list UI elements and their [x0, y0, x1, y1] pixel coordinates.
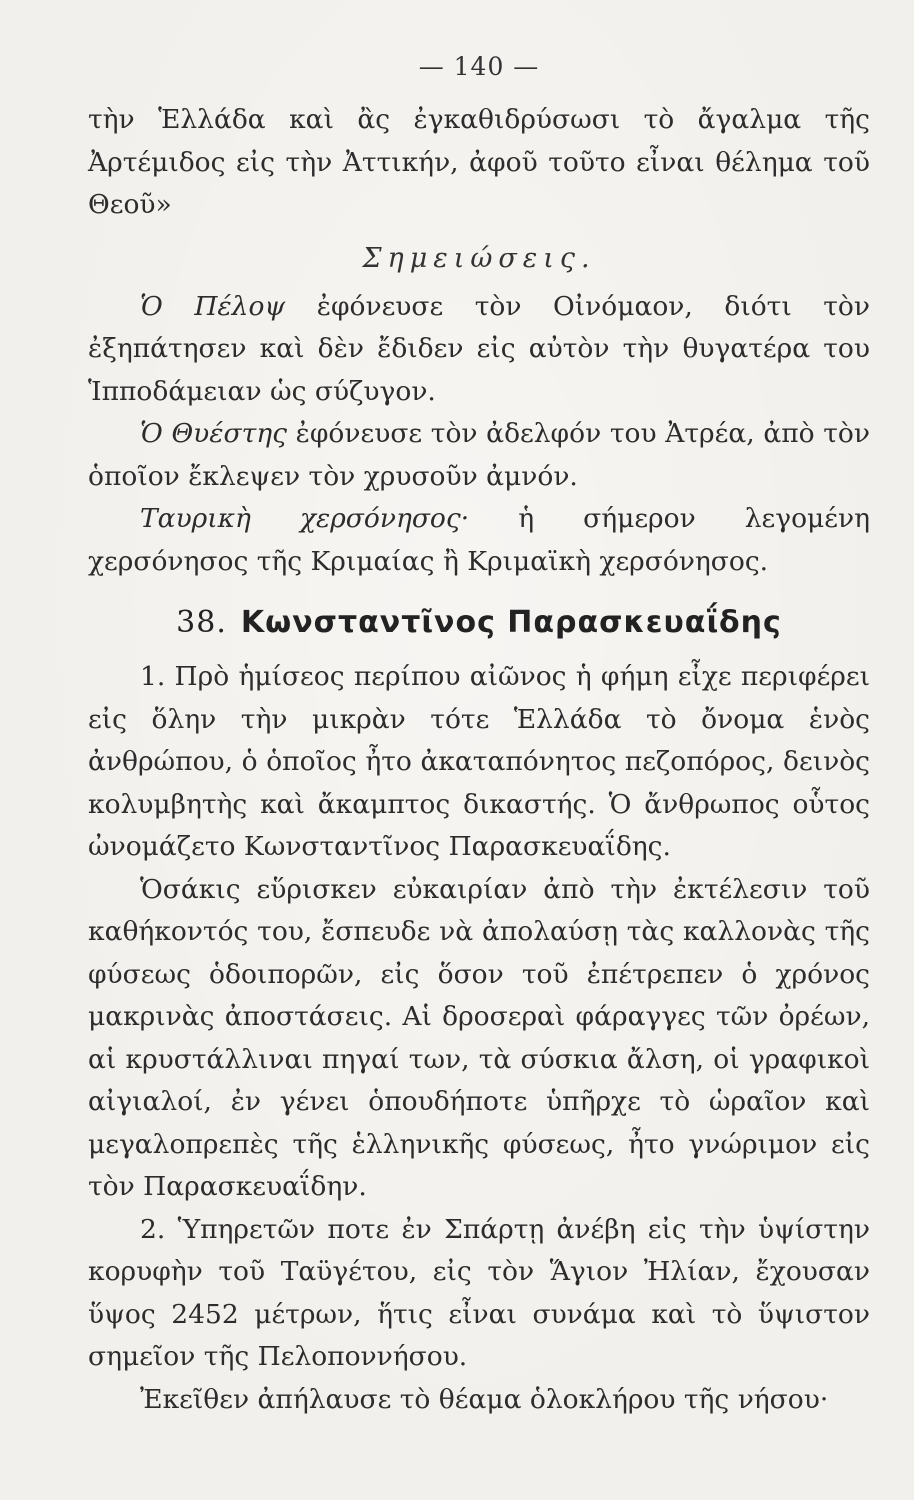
chapter-title: Κωνσταντῖνος Παρασκευαΐδης — [240, 605, 782, 640]
note-thyestes — [88, 413, 870, 498]
body-paragraph: Ἐκεῖθεν ἀπήλαυσε τὸ θέαμα ὁλοκλήρου τῆς νήσου· — [140, 1383, 829, 1415]
body-paragraph: 2. Ὑπηρετῶν ποτε ἐν Σπάρτῃ ἀνέβη εἰς τὴν ὑψίστην κορυφὴν τοῦ Ταϋγέτου, εἰς τὸν Ἅγιον Ἠλίαν, ἔχουσαν ὕψος 2452 μέτρων, ἥτις εἶναι συνάμα καὶ τὸ ὕψιστον σημεῖον τῆς Πελοποννήσου. — [88, 1213, 870, 1372]
body-paragraph: 1. Πρὸ ἡμίσεος περίπου αἰῶνος ἡ φήμη εἶχε περιφέρει εἰς ὅλην τὴν μικρὰν τότε Ἑλλάδα τὸ ὄνομα ἑνὸς ἀνθρώπου, ὁ ὁποῖος ἦτο ἀκαταπόνητος πεζοπόρος, δεινὸς κολυμβητὴς καὶ ἄκαμπτος δικαστής. Ὁ ἄνθρωπος οὗτος ὠνομάζετο Κωνσταντῖνος Παρασκευαΐδης. — [88, 661, 870, 862]
note-term: Ὁ Θυέστης — [140, 418, 287, 449]
chapter-number: 38. — [176, 605, 227, 640]
note-term: Ταυρικὴ χερσόνησος· — [140, 503, 470, 534]
chapter-heading — [88, 605, 870, 640]
note-text: ἡ σήμερον λεγομένη χερσόνησος τῆς Κριμαίας ἢ Κριμαϊκὴ χερσόνησος. — [88, 503, 870, 577]
body-paragraph: Ὁσάκις εὕρισκεν εὐκαιρίαν ἀπὸ τὴν ἐκτέλεσιν τοῦ καθήκοντός του, ἔσπευδε νὰ ἀπολαύσῃ τὰς καλλονὰς τῆς φύσεως ὁδοιπορῶν, εἰς ὅσον τοῦ ἐπέτρεπεν ὁ χρόνος μακρινὰς ἀποστάσεις. Αἱ δροσεραὶ φάραγγες τῶν ὀρέων, αἱ κρυστάλλιναι πηγαί των, τὰ σύσκια ἄλση, οἱ γραφικοὶ αἰγιαλοί, ἐν γένει ὁπουδήποτε ὑπῆρχε τὸ ὡραῖον καὶ μεγαλοπρεπὲς τῆς ἑλληνικῆς φύσεως, ἦτο γνώριμον εἰς τὸν Παρασκευαΐδην. — [88, 873, 870, 1202]
note-tauric-chersonese — [88, 498, 870, 583]
note-term: Ὁ Πέλοψ — [140, 290, 286, 322]
note-pelops — [88, 286, 870, 414]
note-text: ἐφόνευσε τὸν Οἰνόμαον, διότι τὸν ἐξηπάτησεν καὶ δὲν ἔδιδεν εἰς αὐτὸν τὴν θυγατέρα του Ἱπποδάμειαν ὡς σύζυγον. — [88, 290, 870, 407]
note-text: ἐφόνευσε τὸν ἀδελφόν του Ἀτρέα, ἀπὸ τὸν ὁποῖον ἔκλεψεν τὸν χρυσοῦν ἀμνόν. — [88, 418, 870, 492]
page-number: — 140 — — [418, 52, 540, 81]
notes-heading: Σημειώσεις. — [362, 242, 596, 274]
opening-paragraph: τὴν Ἑλλάδα καὶ ἂς ἐγκαθιδρύσωσι τὸ ἄγαλμα τῆς Ἀρτέμιδος εἰς τὴν Ἀττικήν, ἀφοῦ τοῦτο εἶναι θέλημα τοῦ Θεοῦ» — [88, 104, 870, 220]
